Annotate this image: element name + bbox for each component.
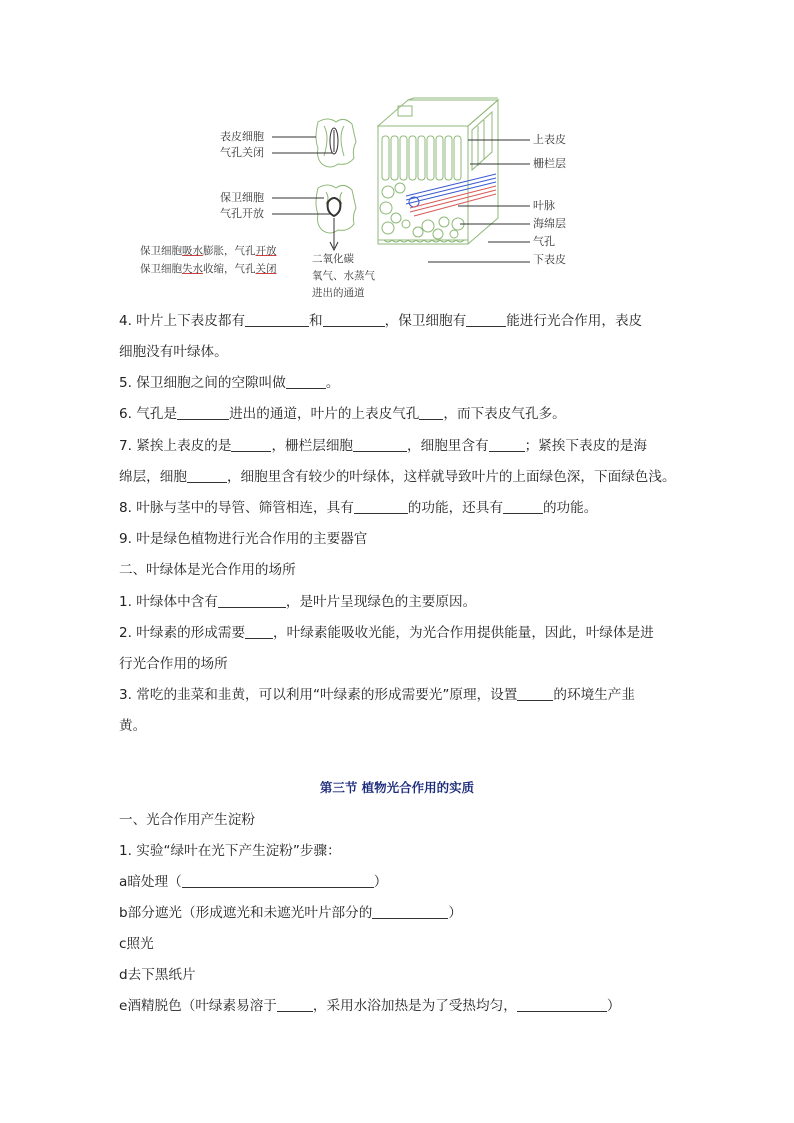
step-d: d去下黑纸片: [119, 967, 196, 983]
question-7-line-1: 7. 紧挨上表皮的是 ，栅栏层细胞 ，细胞里含有 ；紧挨下表皮的是海: [119, 438, 647, 454]
label-epidermal-cell: 表皮细胞: [220, 130, 264, 143]
blank-6-2[interactable]: [419, 405, 443, 420]
label-spongy-layer: 海绵层: [533, 217, 566, 230]
blank-6-1[interactable]: [177, 405, 229, 420]
blank-7-2[interactable]: [353, 437, 407, 452]
channel-line-2: 氧气、水蒸气: [312, 270, 375, 282]
section-1-title: 一、光合作用产生淀粉: [119, 812, 255, 828]
blank-s2-2[interactable]: [245, 624, 273, 639]
section-2-item-3-line-1: 3. 常吃的韭菜和韭黄，可以利用“叶绿素的形成需要光”原理，设置 的环境生产韭: [119, 687, 635, 703]
blank-step-e-2[interactable]: [517, 997, 607, 1012]
question-9: 9. 叶是绿色植物进行光合作用的主要器官: [119, 531, 368, 547]
leaf-structure-figure: [138, 96, 598, 306]
blank-8-1[interactable]: [354, 499, 408, 514]
step-c: c照光: [119, 936, 154, 952]
blank-step-e-1[interactable]: [277, 997, 313, 1012]
section-2-title: 二、叶绿体是光合作用的场所: [119, 562, 296, 578]
label-stoma-closed: 气孔关闭: [220, 146, 264, 159]
leaf-cross-section-drawing: [378, 98, 498, 244]
section-2-item-1: 1. 叶绿体中含有 ，是叶片呈现绿色的主要原因。: [119, 594, 477, 610]
blank-4-1[interactable]: [245, 312, 309, 327]
epidermal-cells-closed-drawing: [316, 119, 356, 167]
note-guard-cell-lose: 保卫细胞失水收缩，气孔关闭: [140, 263, 277, 275]
label-lower-epidermis: 下表皮: [533, 253, 566, 266]
question-4-line-1: 4. 叶片上下表皮都有 和 ，保卫细胞有 能进行光合作用，表皮: [119, 313, 643, 329]
label-stoma-open: 气孔开放: [220, 207, 264, 220]
channel-line-3: 进出的通道: [312, 287, 365, 299]
blank-s2-1[interactable]: [218, 593, 286, 608]
blank-step-b[interactable]: [372, 904, 448, 919]
blank-4-2[interactable]: [323, 312, 385, 327]
step-b: b部分遮光（形成遮光和未遮光叶片部分的 ）: [119, 905, 462, 921]
blank-step-a[interactable]: [182, 873, 374, 888]
label-stoma: 气孔: [533, 235, 555, 248]
question-6: 6. 气孔是 进出的通道，叶片的上表皮气孔 ，而下表皮气孔多。: [119, 406, 566, 422]
label-upper-epidermis: 上表皮: [533, 133, 566, 146]
section-2-item-3-line-2: 黄。: [119, 718, 147, 734]
question-5: 5. 保卫细胞之间的空隙叫做 。: [119, 375, 340, 391]
section-2-item-2-line-1: 2. 叶绿素的形成需要 ，叶绿素能吸收光能，为光合作用提供能量，因此，叶绿体是进: [119, 625, 654, 641]
epidermal-cells-open-drawing: [316, 185, 356, 250]
step-a: a暗处理（ ）: [119, 874, 388, 890]
question-8: 8. 叶脉与茎中的导管、筛管相连，具有 的功能，还具有 的功能。: [119, 500, 598, 516]
blank-4-3[interactable]: [466, 312, 506, 327]
label-guard-cell: 保卫细胞: [220, 191, 264, 204]
question-4-line-2: 细胞没有叶绿体。: [119, 344, 228, 360]
question-7-line-2: 绵层，细胞 ，细胞里含有较少的叶绿体，这样就导致叶片的上面绿色深，下面绿色浅。: [119, 469, 676, 485]
blank-8-2[interactable]: [503, 499, 543, 514]
note-guard-cell-absorb: 保卫细胞吸水膨胀，气孔开放: [140, 245, 277, 257]
blank-5-1[interactable]: [286, 374, 326, 389]
label-leaf-vein: 叶脉: [533, 199, 555, 212]
blank-s2-3[interactable]: [517, 686, 553, 701]
channel-line-1: 二氧化碳: [312, 253, 354, 265]
experiment-intro: 1. 实验“绿叶在光下产生淀粉”步骤：: [119, 843, 341, 859]
label-palisade-layer: 栅栏层: [533, 157, 566, 170]
step-e: e酒精脱色（叶绿素易溶于 ，采用水浴加热是为了受热均匀， ）: [119, 998, 621, 1014]
blank-7-4[interactable]: [187, 468, 227, 483]
blank-7-3[interactable]: [489, 437, 525, 452]
section-heading: 第三节 植物光合作用的实质: [319, 780, 475, 795]
blank-7-1[interactable]: [231, 437, 271, 452]
section-2-item-2-line-2: 行光合作用的场所: [119, 656, 228, 672]
